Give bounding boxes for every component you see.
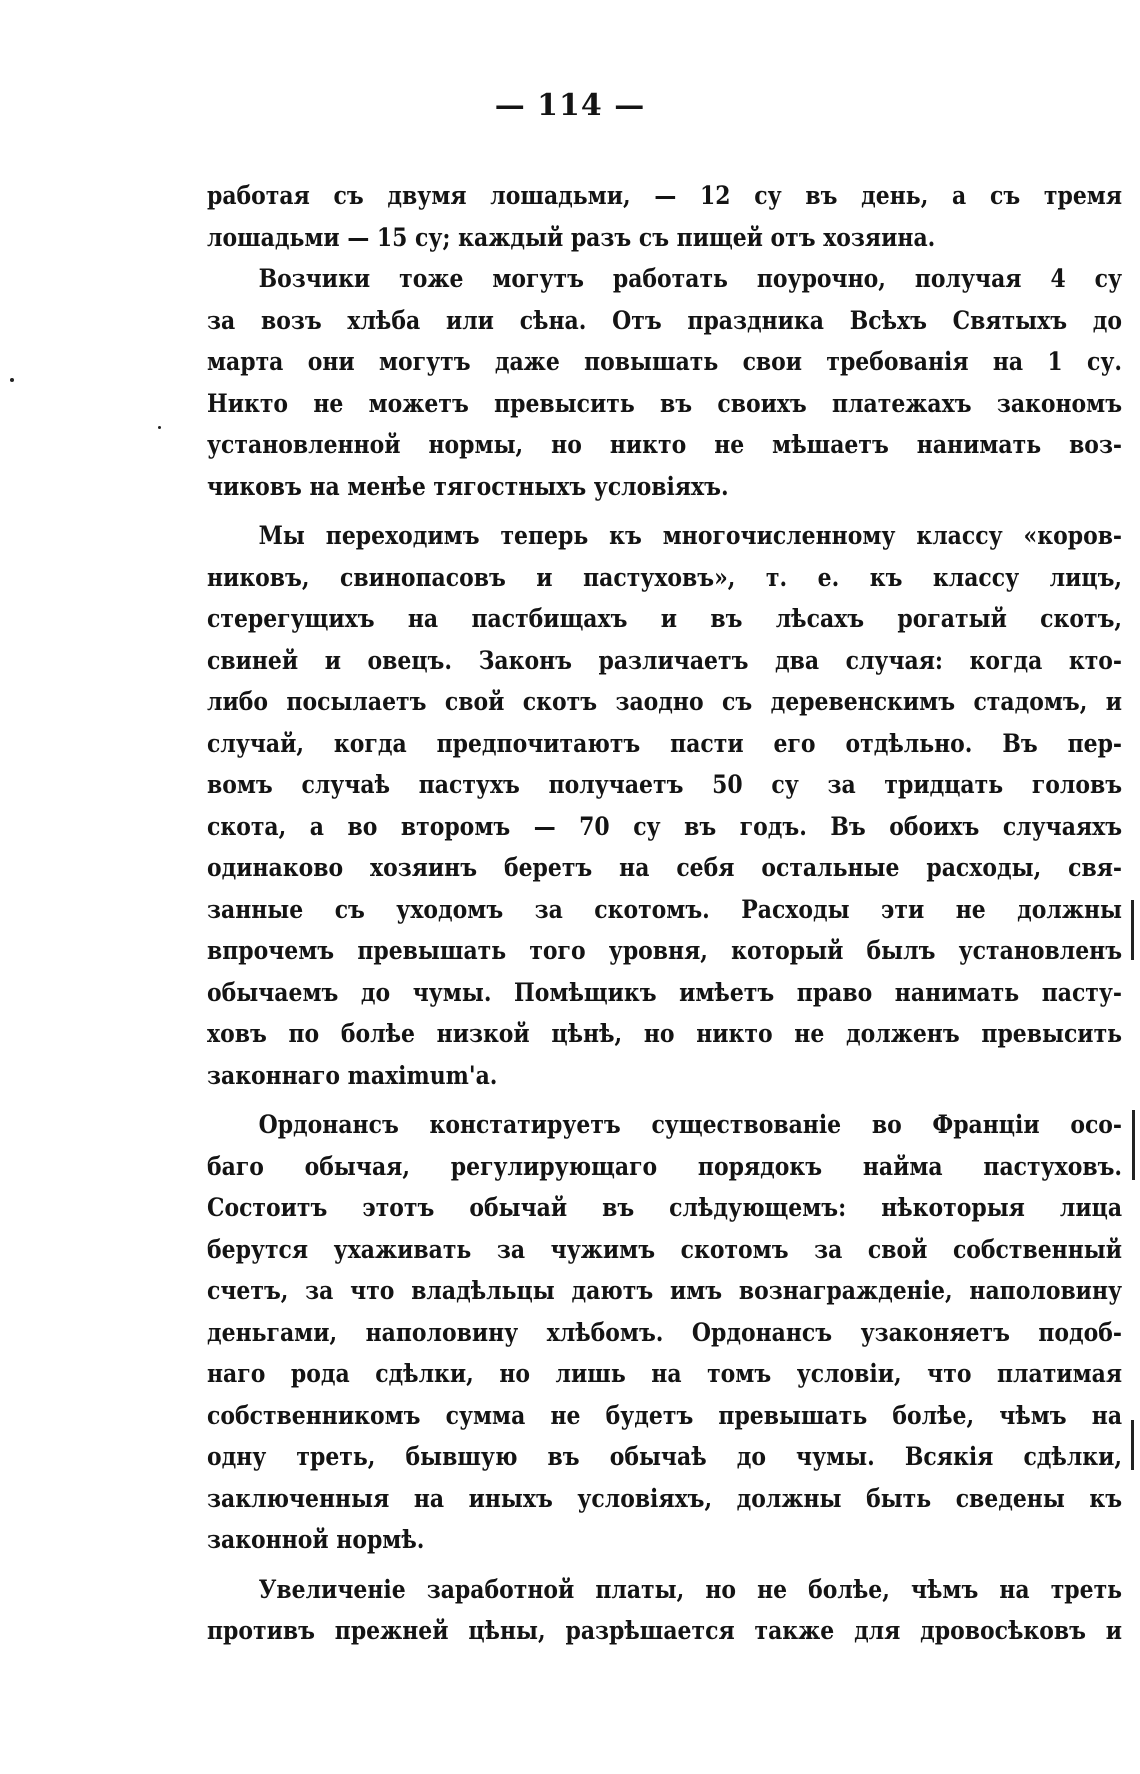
text-line: баго обычая, регулирующаго порядокъ найма пастуховъ. [207, 1151, 1123, 1182]
scan-edge-mark [1131, 1420, 1134, 1470]
text-line: лошадьми — 15 су; каждый разъ съ пищей отъ хозяина. [207, 222, 936, 253]
text-line: случай, когда предпочитаютъ пасти его отдѣльно. Въ пер- [207, 728, 1123, 759]
scan-edge-mark [1132, 1110, 1135, 1180]
text-line: Состоитъ этотъ обычай въ слѣдующемъ: нѣкоторыя лица [207, 1193, 1123, 1223]
text-line: собственникомъ сумма не будетъ превышать болѣе, чѣмъ на [207, 1400, 1123, 1431]
text-line: свиней и овецъ. Законъ различаетъ два случая: когда кто- [207, 645, 1123, 676]
paragraph [207, 516, 1122, 1097]
text-line: установленной нормы, но никто не мѣшаетъ нанимать воз- [207, 430, 1123, 460]
text-line: вомъ случаѣ пастухъ получаетъ 50 су за тридцать головъ [207, 770, 1123, 800]
text-line: берутся ухаживать за чужимъ скотомъ за свой собственный [207, 1234, 1123, 1265]
text-line: занные съ уходомъ за скотомъ. Расходы эти не должны [207, 894, 1123, 925]
text-line: заключенныя на иныхъ условіяхъ, должны быть сведены къ [207, 1483, 1123, 1514]
text-line: деньгами, наполовину хлѣбомъ. Ордонансъ узаконяетъ подоб- [207, 1317, 1123, 1348]
text-line: наго рода сдѣлки, но лишь на томъ условіи, что платимая [207, 1359, 1123, 1389]
text-line: либо посылаетъ свой скотъ заодно съ деревенскимъ стадомъ, и [207, 687, 1123, 717]
text-line: впрочемъ превышать того уровня, который былъ установленъ [207, 936, 1123, 966]
scan-speck [158, 426, 161, 429]
text-line: законной нормѣ. [207, 1525, 425, 1555]
text-line: одну треть, бывшую въ обычаѣ до чумы. Всякія сдѣлки, [207, 1442, 1123, 1472]
paragraph [207, 1570, 1122, 1653]
text-line: обычаемъ до чумы. Помѣщикъ имѣетъ право нанимать пасту- [207, 977, 1123, 1008]
text-line: никовъ, свинопасовъ и пастуховъ», т. е. къ классу лицъ, [207, 562, 1123, 593]
text-line: стерегущихъ на пастбищахъ и въ лѣсахъ рогатый скотъ, [207, 604, 1123, 634]
text-line: за возъ хлѣба или сѣна. Отъ праздника Всѣхъ Святыхъ до [207, 305, 1123, 336]
paragraph [207, 176, 1122, 259]
text-line: Увеличеніе заработной платы, но не болѣе, чѣмъ на треть [258, 1574, 1123, 1605]
paragraph [207, 259, 1122, 508]
text-line: противъ прежней цѣны, разрѣшается также для дровосѣковъ и [207, 1616, 1123, 1646]
text-line: Мы переходимъ теперь къ многочисленному классу «коров- [258, 521, 1123, 551]
text-line: работая съ двумя лошадьми, — 12 су въ день, а съ тремя [207, 181, 1123, 211]
text-line: ховъ по болѣе низкой цѣнѣ, но никто не долженъ превысить [207, 1019, 1123, 1049]
text-line: чиковъ на менѣе тягостныхъ условіяхъ. [207, 471, 729, 502]
scan-speck [10, 378, 14, 382]
text-line: Никто не можетъ превысить въ своихъ платежахъ закономъ [207, 388, 1123, 419]
text-line: марта они могутъ даже повышать свои требованія на 1 су. [207, 347, 1123, 377]
text-line: скота, а во второмъ — 70 су въ годъ. Въ обоихъ случаяхъ [207, 811, 1123, 842]
text-line: Ордонансъ констатируетъ существованіе во Франціи осо- [258, 1110, 1123, 1140]
text-line: счетъ, за что владѣльцы даютъ имъ вознагражденіе, наполовину [207, 1276, 1123, 1306]
paragraph [207, 1105, 1122, 1562]
text-line: Возчики тоже могутъ работать поурочно, получая 4 су [258, 264, 1123, 294]
page-number: — 114 — [494, 88, 646, 123]
text-line: законнаго maximum'а. [207, 1060, 498, 1091]
scan-edge-mark [1131, 900, 1134, 960]
text-line: одинаково хозяинъ беретъ на себя остальные расходы, свя- [207, 853, 1123, 883]
body-text [207, 176, 1122, 1653]
